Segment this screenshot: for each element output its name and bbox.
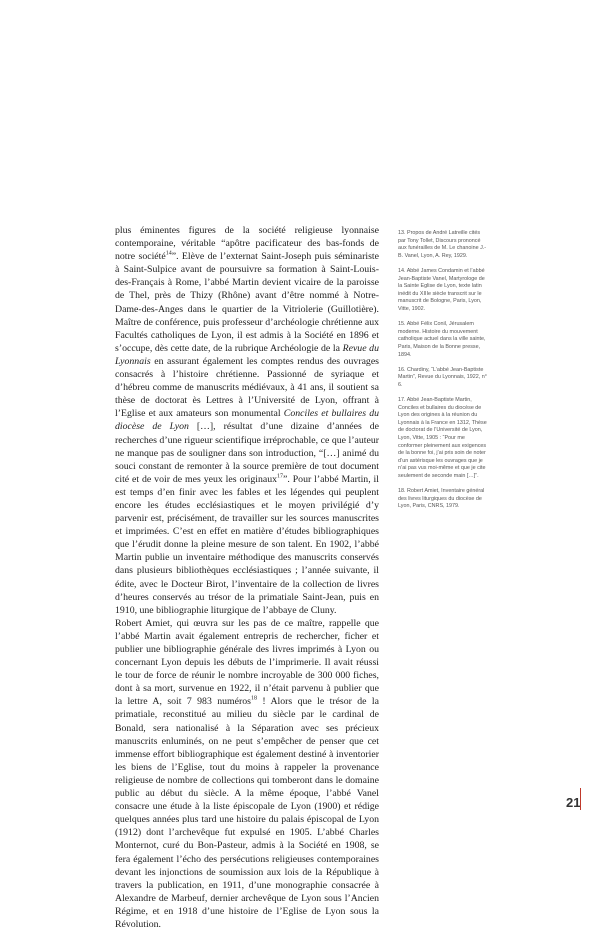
footnote-text: Abbé Jean-Baptiste Martin, Conciles et bullaires du diocèse de Lyon des origines à la réunion du Lyonnais à la France en 1312, Thèse de doctorat de l’Université de Lyon, Lyon, Vitte, 1905 : “Pour me conformer pleinement aux exigences de la bonne foi, j’ai pris soin de noter d’un astérisque les ouvrages que je n’ai pas vus moi-même et que je cite seulement de seconde main […]”. [398,397,487,479]
footnote-text: Robert Amiet, Inventaire général des livres liturgiques du diocèse de Lyon, Paris, CNRS, 1979. [398,488,485,510]
footnote-18 [398,488,488,511]
text-segment: ”. Elève de l’externat Saint-Joseph puis séminariste à Saint-Sulpice avant de poursuivre sa formation à Saint-Louis-des-Français à Rome, l’abbé Martin devient vicaire de la paroisse de Thel, près de Thizy (Rhône) avant d’être nommé à Notre-Dame-des-Anges dans le quartier de la Vitriolerie (Guillotière). Maître de conférence, puis professeur d’archéologie chrétienne aux Facultés catholiques de Lyon, il est admis à la Société en 1896 et s’occupe, dès cette date, de la rubrique Archéologie de la [115,251,380,354]
footnote-number: 18. [398,488,406,495]
footnote-text: Abbé Félix Conil, Jérusalem moderne. Histoire du mouvement catholique actuel dans la ville sainte, Paris, Maison de la Bonne presse, 1894. [398,321,486,358]
text-segment: plus éminentes figures de la société religieuse lyonnaise contemporaine, véritable “apôtre pacificateur des bas-fonds de notre société [115,225,379,263]
text-segment: ”. Pour l’abbé Martin, il est temps d’en finir avec les fables et les légendes qui peuplent encore les études ecclésiastiques et le moyen privilégié d’y parvenir est, précisément, de travailler sur les sources manuscrites et imprimées. C’est en effet en matière d’études bibliographiques que l’érudit donne la pleine mesure de son talent. En 1902, l’abbé Martin publie un inventaire méthodique des manuscrits conservés dans plusieurs bibliothèques ecclésiastiques ; l’année suivante, il édite, avec le Docteur Birot, l’inventaire de la collection de livres d’heures conservés au trésor de la primatiale Saint-Jean, puis en 1910, une bibliographie liturgique de l’abbaye de Cluny. [115,473,379,616]
journal-title: Revue du Lyonnais [115,342,379,367]
text-segment: ! Alors que le trésor de la primatiale, reconstitué au milieu du siècle par le cardinal de Bonald, sera nationalisé à la Séparation avec ses précieux manuscrits enluminés, on ne peut s’empêcher de penser que cet immense effort bibliographique est également destiné à inventorier les biens de l’Eglise, tout du moins à rappeler la provenance religieuse de nombre de collections qui tomberont dans le domaine public au début du siècle. A la même époque, l’abbé Vanel consacre une étude à la liste épiscopale de Lyon (1900) et rédige quelques années plus tard une histoire du palais épiscopal de Lyon (1912) dont l’archevêque fut expulsé en 1905. L’abbé Charles Monternot, curé du Bon-Pasteur, admis à la Société en 1908, se fera également l’écho des persécutions religieuses contemporaines devant les injonctions de soumission aux lois de la République à travers la publication, en 1911, d’une monographie consacrée à Alexandre de Marbeuf, dernier archevêque de Lyon sous l’Ancien Régime, et en 1918 d’une histoire de l’Eglise de Lyon sous la Révolution. [115,696,379,930]
book-title: Conciles et bullaires du diocèse de Lyon [115,408,379,433]
footnote-number: 16. [398,366,406,373]
note-reference: 14 [165,250,172,257]
main-text-column [115,224,379,931]
text-segment: Robert Amiet, qui œuvra sur les pas de ce maître, rappelle que l’abbé Martin avait également entrepris de rechercher, ficher et publier une bibliographie générale des livres imprimés à Lyon ou concernant Lyon depuis les débuts de l’imprimerie. Il avait réussi le tour de force de réunir le nombre incroyable de 300 000 fiches, dont à sa mort, survenue en 1922, il n’était parvenu à publier que la lettre A, soit 7 983 numéros [115,617,379,708]
footnote-text: Propos de André Latreille cités par Tony Tollet, Discours prononcé aux funérailles de M. Le chanoine J.-B. Vanel, Lyon, A. Rey, 1929. [398,230,487,259]
footnote-15 [398,321,488,359]
footnote-number: 13. [398,230,406,236]
footnote-number: 14. [398,267,406,274]
footnote-text: Chardiny, “L’abbé Jean-Baptiste Martin”, Revue du Lyonnais, 1922, n° 6. [398,366,487,388]
paragraph-1 [115,224,379,617]
text-segment: […], résultat d’une dizaine d’années de recherches d’une rigueur scientifique irréprochable, ce que l’auteur ne manque pas de souligner dans son introduction, “[…] animé du souci constant de remonter à la source première de tout document cité et de voir de mes yeux les originaux [115,421,379,485]
footnote-17 [398,397,488,481]
text-segment: en assurant également les comptes rendus des ouvrages consacrés à l’histoire chrétienne. Passionné de syriaque et d’hébreu comme de manuscrits médiévaux, à 41 ans, il soutient sa thèse de doctorat ès Lettres à l’Université de Lyon, offrant à l’Eglise et aux amateurs son monumental [115,355,379,420]
footnote-14 [398,268,488,314]
paragraph-2 [115,617,379,931]
footnote-number: 15. [398,321,406,328]
page-number: 21 [566,795,581,810]
footnotes-column [398,230,488,519]
note-reference: 18 [250,696,257,703]
note-reference: 17 [277,473,284,480]
page-number-rule [580,788,581,810]
footnote-16 [398,367,488,390]
footnote-13 [398,230,488,260]
footnote-number: 17. [398,397,406,404]
footnote-text: Abbé James Condamin et l’abbé Jean-Baptiste Vanel, Martyrologe de la Sainte Eglise de Lyon, texte latin inédit du XIIIe siècle transcrit sur le manuscrit de Bologne, Paris, Lyon, Vitte, 1902. [398,267,485,312]
